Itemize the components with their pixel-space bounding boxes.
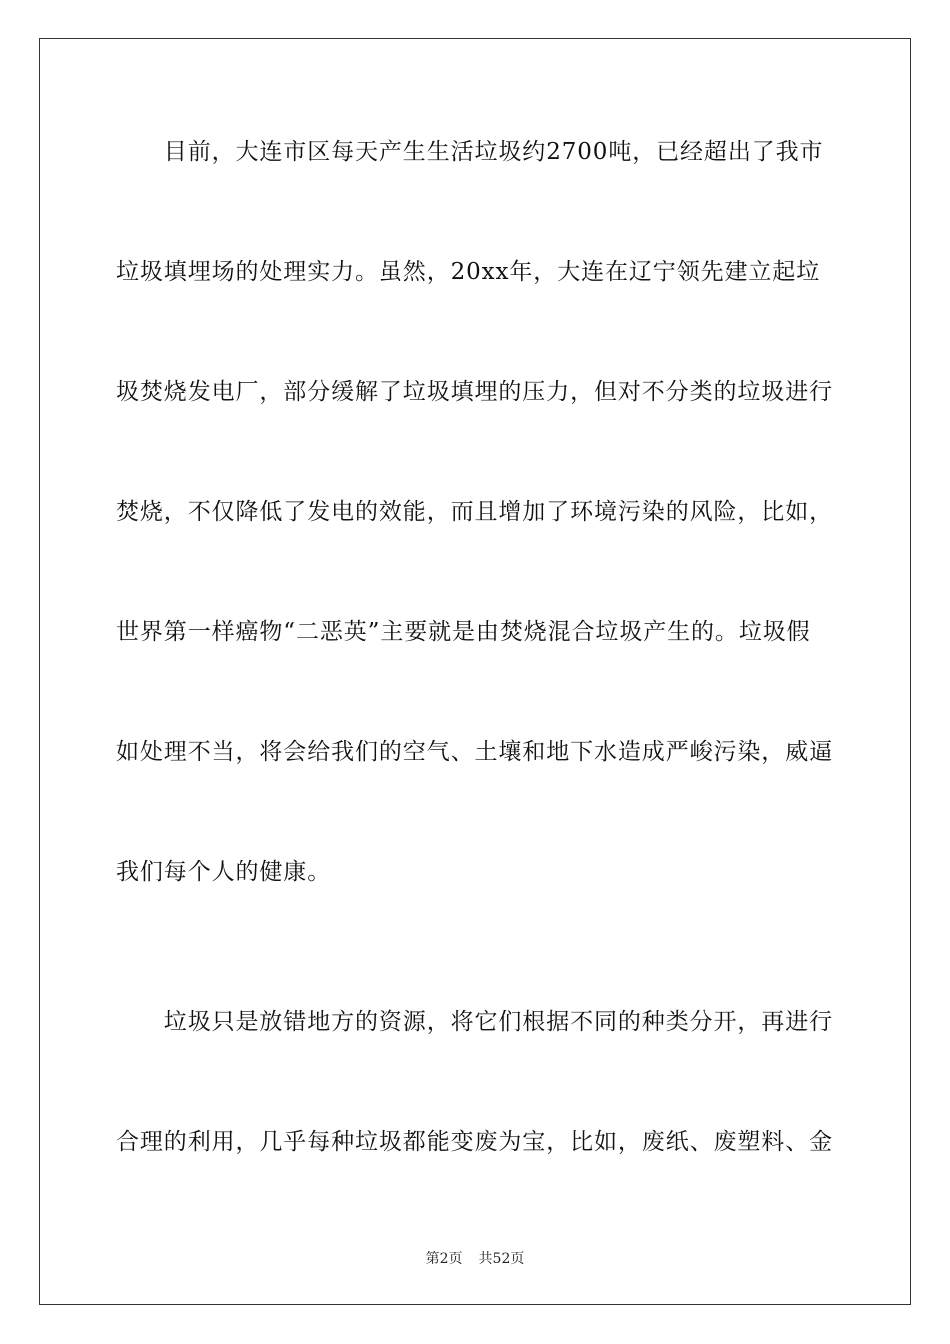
page-number: 第2页 [425, 1251, 463, 1267]
paragraph-line: 我们每个人的健康。 [116, 859, 332, 885]
paragraph-line: 圾焚烧发电厂，部分缓解了垃圾填埋的压力，但对不分类的垃圾进行 [116, 379, 833, 405]
page-footer [0, 1250, 950, 1268]
page-border [39, 38, 911, 1305]
paragraph-line: 合理的利用，几乎每种垃圾都能变废为宝，比如，废纸、废塑料、金 [116, 1129, 833, 1155]
page-total: 共52页 [478, 1251, 525, 1267]
paragraph-line: 如处理不当，将会给我们的空气、土壤和地下水造成严峻污染，威逼 [116, 739, 833, 765]
paragraph-line: 垃圾只是放错地方的资源，将它们根据不同的种类分开，再进行 [116, 1009, 833, 1035]
paragraph-line: 焚烧，不仅降低了发电的效能，而且增加了环境污染的风险，比如， [116, 499, 833, 525]
paragraph-line: 世界第一样癌物“二恶英”主要就是由焚烧混合垃圾产生的。垃圾假 [116, 619, 811, 645]
paragraph-line: 目前，大连市区每天产生生活垃圾约2700吨，已经超出了我市 [116, 139, 824, 165]
paragraph-line: 垃圾填埋场的处理实力。虽然，20xx年，大连在辽宁领先建立起垃 [116, 259, 821, 285]
